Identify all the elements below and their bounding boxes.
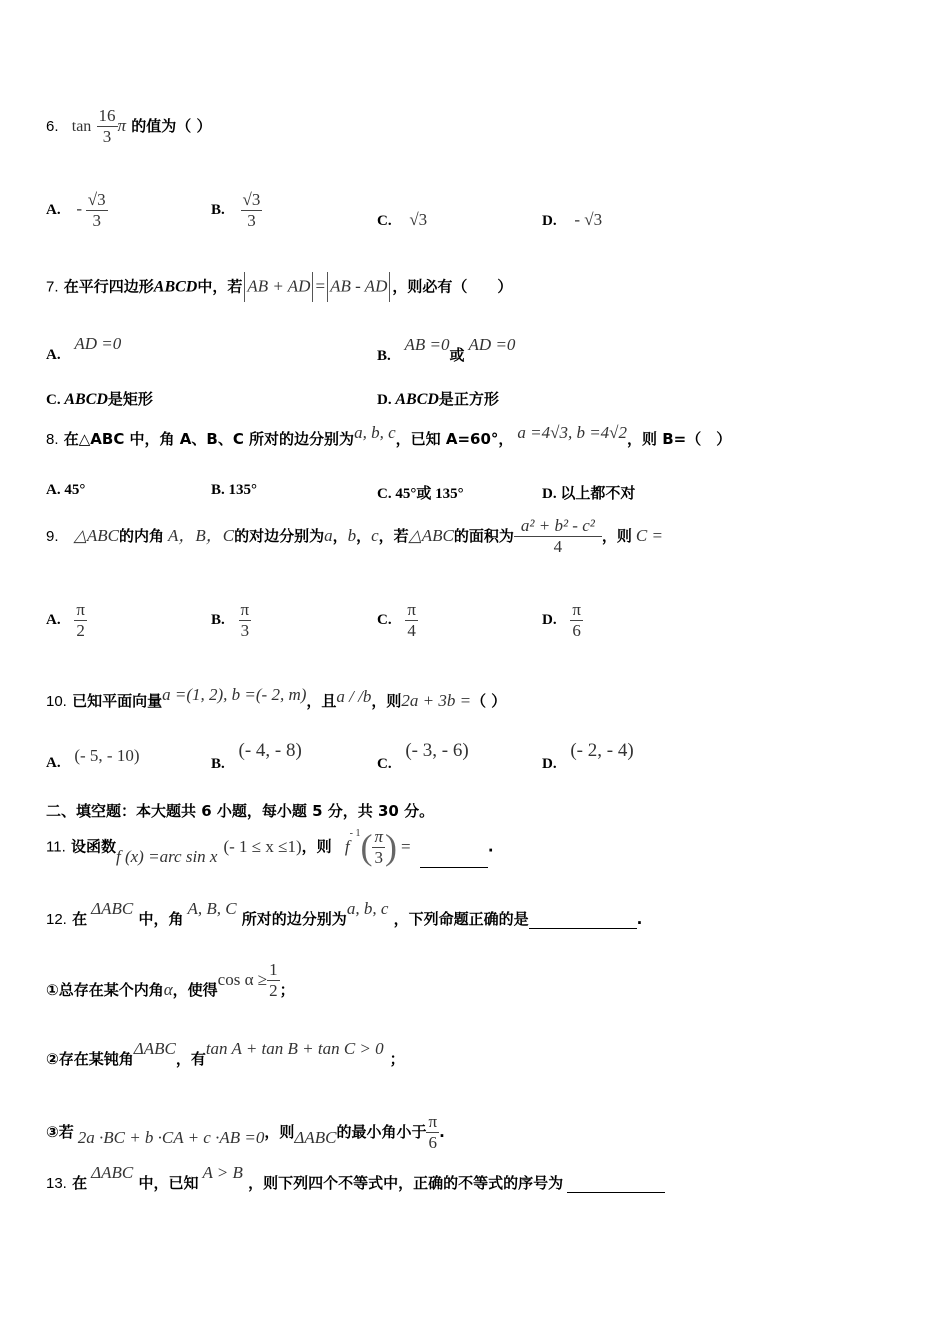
question-number: 12. <box>46 911 67 928</box>
statement-1: ①总存在某个内角α，使得cos α ≥ $\frac{1}{2}$ ； <box>46 960 295 1000</box>
option-b: B. $\frac{√3}{3}$ <box>211 190 261 230</box>
statement-2: ②存在某钝角ΔABC，有tan A + tan B + tan C > 0； <box>46 1039 405 1068</box>
option-d: D. ABCD是正方形 <box>377 390 499 408</box>
option-d: D. - √3 <box>542 210 603 229</box>
option-d: D. $\frac{\pi}{6}$ <box>542 600 581 640</box>
option-d: D. (- 2, - 4) <box>542 740 634 772</box>
question-number: 10. <box>46 693 67 710</box>
fraction: $\frac{1}{2}$ <box>269 960 278 1000</box>
answer-blank[interactable] <box>529 914 637 929</box>
option-a: A. 45° <box>46 482 86 498</box>
fraction: $\frac{\text{a² + b² - c²}}{4}$ <box>514 516 602 557</box>
option-a: A. (- 5, - 10) <box>46 746 140 771</box>
fraction: $\frac{\pi}{6}$ <box>572 600 581 640</box>
option-c: C. $\frac{\pi}{4}$ <box>377 600 416 640</box>
question-number: 8. <box>46 431 59 448</box>
statement-3: ③若 2a ·BC + b ·CA + c ·AB =0，则ΔABC的最小角小于 $\frac{\pi}{6}$ . <box>46 1112 445 1152</box>
question-9: 9. △ABC的内角 A，B，C的对边分别为a，b，c，若△ABC的面积为 $\frac{\text{a² + b² - c²}}{4}$ ，则 C = <box>46 516 663 556</box>
question-7: 7. 在平行四边形ABCD中，若 AB + AD = AB - AD ，则必有（ ） <box>46 272 512 302</box>
question-13: 13. 在ΔABC 中，已知A > B ，则下列四个不等式中，正确的不等式的序号为 <box>46 1172 665 1193</box>
option-b: B. 135° <box>211 482 258 498</box>
option-c: C. √3 <box>377 210 428 229</box>
question-12: 12. 在ΔABC 中，角A, B, C 所对的边分别为a, b, c ，下列命题正确的是 . <box>46 899 643 928</box>
question-6: 6. tan $\frac{16}{3}$ π 的值为（ ） <box>46 106 212 146</box>
option-a: A. AD =0 <box>46 334 122 363</box>
option-b: B. $\frac{\pi}{3}$ <box>211 600 250 640</box>
option-c: C. ABCD是矩形 <box>46 390 153 408</box>
section-heading: 二、填空题：本大题共 6 小题，每小题 5 分，共 30 分。 <box>46 802 435 820</box>
answer-blank[interactable] <box>567 1178 665 1193</box>
fraction: $\frac{\pi}{4}$ <box>407 600 416 640</box>
question-number: 7. <box>46 278 59 296</box>
question-number: 13. <box>46 1175 67 1192</box>
question-8: 8. 在△ABC 中，角 A、B、C 所对的边分别为a, b, c，已知 A=60°， a =4√3, b =4√2，则 B=（ ） <box>46 423 732 448</box>
question-number: 6. <box>46 118 59 135</box>
fraction: $\frac{16}{3}$ <box>98 106 116 146</box>
question-10: 10. 已知平面向量a =(1, 2), b =(- 2, m)，且a / /b，则2a + 3b =（ ） <box>46 685 507 710</box>
fraction: $\frac{\pi}{2}$ <box>76 600 85 640</box>
fraction: $\frac{\pi}{6}$ <box>428 1112 438 1152</box>
question-number: 11. <box>46 838 66 856</box>
fraction: $\frac{\pi}{3}$ <box>240 600 250 640</box>
option-c: C. (- 3, - 6) <box>377 740 469 772</box>
question-number: 9. <box>46 528 59 545</box>
option-b: B. AB =0或AD =0 <box>377 335 516 364</box>
question-11: 11. 设函数f (x) =arc sin x(- 1 ≤ x ≤1)，则 $f^{- 1}$( $\frac{\pi}{3}$ ) = . <box>46 826 494 867</box>
fraction: $\frac{√3}{3}$ <box>87 190 106 230</box>
option-d: D. 以上都不对 <box>542 484 636 502</box>
option-b: B. (- 4, - 8) <box>211 740 302 772</box>
fraction: $\frac{√3}{3}$ <box>242 190 261 230</box>
option-a: A. - $\frac{√3}{3}$ <box>46 190 106 230</box>
answer-blank[interactable] <box>420 853 488 868</box>
question-stem: 的值为（ ） <box>131 117 212 135</box>
option-a: A. $\frac{\pi}{2}$ <box>46 600 85 640</box>
option-c: C. 45°或 135° <box>377 486 464 502</box>
fraction: $\frac{\pi}{3}$ <box>374 826 383 867</box>
